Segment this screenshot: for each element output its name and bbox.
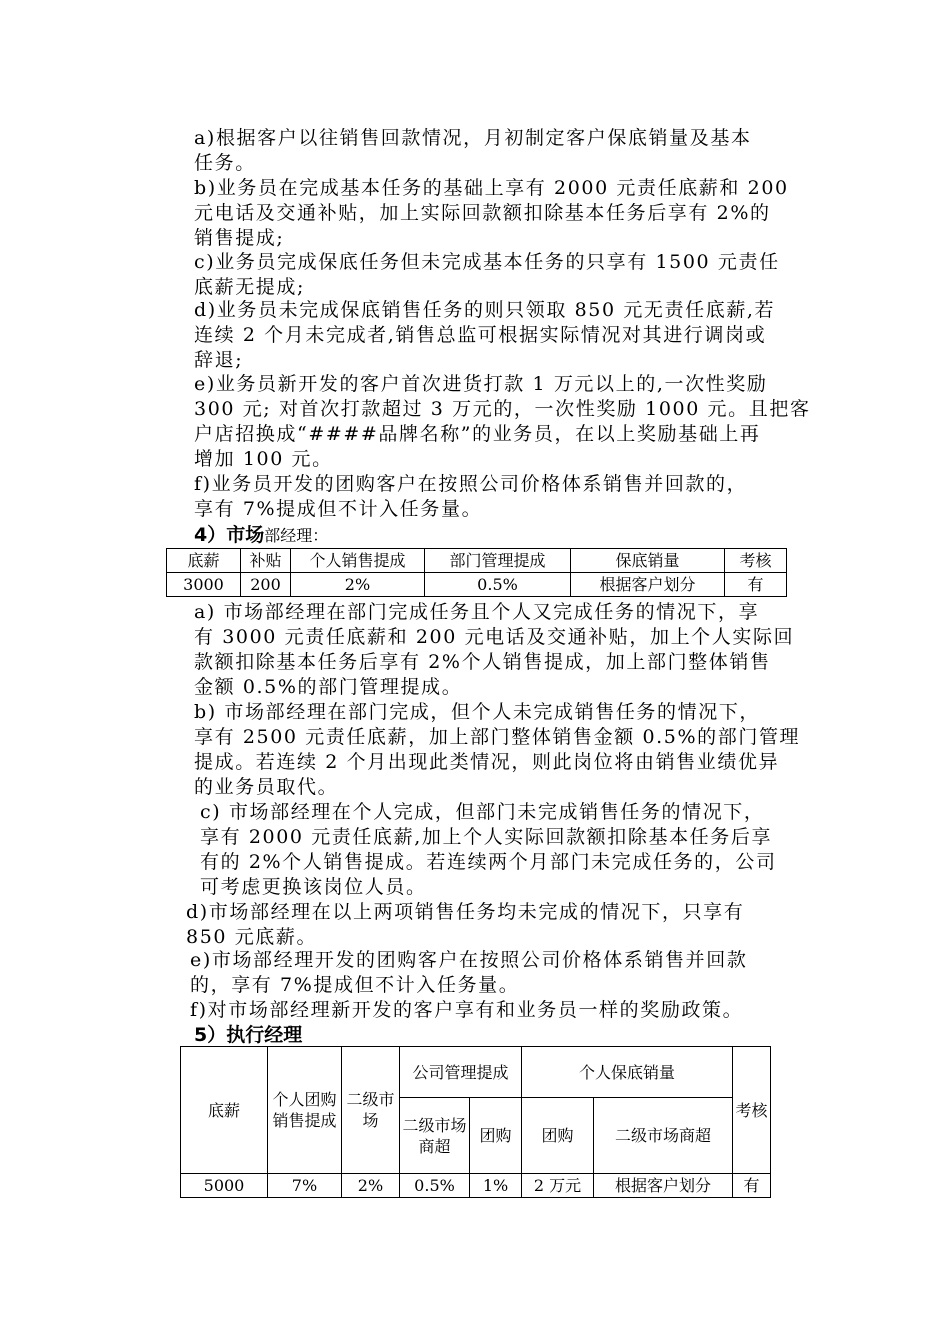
item-3b: b)业务员在完成基本任务的基础上享有 2000 元责任底薪和 200 元电话及交通补贴，加上实际回款额扣除基本任务后享有 2%的 销售提成; [194, 177, 789, 249]
item-4e: e)市场部经理开发的团购客户在按照公司价格体系销售并回款 的，享有 7%提成但不计入任务量。 [190, 949, 748, 996]
item-3a: a)根据客户以往销售回款情况，月初制定客户保底销量及基本 任务。 [194, 127, 752, 174]
subheader-market-supermarket: 二级市场商超 [594, 1098, 733, 1174]
table-cell: 根据客户划分 [594, 1174, 733, 1198]
table-cell: 2% [291, 573, 425, 597]
header-cell: 保底销量 [571, 549, 725, 573]
table-cell: 0.5% [425, 573, 571, 597]
table-cell: 3000 [167, 573, 241, 597]
header-cell: 补贴 [241, 549, 291, 573]
header-min-sales: 个人保底销量 [522, 1047, 733, 1098]
table-cell: 根据客户划分 [571, 573, 725, 597]
table-row [181, 1174, 771, 1198]
item-4b: b) 市场部经理在部门完成，但个人未完成销售任务的情况下， 享有 2500 元责任底薪，加上部门整体销售金额 0.5%的部门管理 提成。若连续 2 个月出现此类情况，则此岗位将由销售业绩优异 的业务员取代。 [194, 701, 801, 798]
table-cell: 有 [725, 573, 787, 597]
item-3e: e)业务员新开发的客户首次进货打款 1 万元以上的,一次性奖励 300 元; 对首次打款超过 3 万元的，一次性奖励 1000 元。且把客 户店招换成“####品牌名称”的业务员，在以上奖励基础上再 增加 100 元。 [194, 373, 811, 470]
header-cell: 考核 [725, 549, 787, 573]
market-manager-table [166, 548, 787, 597]
table-cell: 2% [342, 1174, 400, 1198]
subheader-market-supermarket: 二级市场商超 [400, 1098, 470, 1174]
item-3d: d)业务员未完成保底销售任务的则只领取 850 元无责任底薪,若 连续 2 个月未完成者,销售总监可根据实际情况对其进行调岗或 辞退; [194, 299, 776, 371]
table-cell: 有 [733, 1174, 771, 1198]
table-cell: 0.5% [400, 1174, 470, 1198]
item-4c: c) 市场部经理在个人完成，但部门未完成销售任务的情况下， 享有 2000 元责任底薪,加上个人实际回款额扣除基本任务后享 有的 2%个人销售提成。若连续两个月部门未完成任务的，公司 可考虑更换该岗位人员。 [200, 801, 777, 898]
executive-manager-table [180, 1046, 771, 1198]
table-cell: 1% [470, 1174, 522, 1198]
item-4a: a) 市场部经理在部门完成任务且个人又完成任务的情况下，享 有 3000 元责任底薪和 200 元电话及交通补贴，加上个人实际回 款额扣除基本任务后享有 2%个人销售提成，加上部门整体销售 金额 0.5%的部门管理提成。 [194, 601, 795, 698]
section-5-heading: 5）执行经理 [194, 1024, 303, 1046]
subheader-group-purchase: 团购 [470, 1098, 522, 1174]
header-cell: 部门管理提成 [425, 549, 571, 573]
table-cell: 200 [241, 573, 291, 597]
header-secondary-market: 二级市场 [342, 1047, 400, 1174]
header-management-commission: 公司管理提成 [400, 1047, 522, 1098]
table-header-row [167, 549, 787, 573]
table-cell: 7% [268, 1174, 342, 1198]
subheader-group-purchase: 团购 [522, 1098, 594, 1174]
header-cell: 底薪 [167, 549, 241, 573]
header-cell: 个人销售提成 [291, 549, 425, 573]
header-base-salary: 底薪 [181, 1047, 268, 1174]
header-assessment: 考核 [733, 1047, 771, 1174]
item-3c: c)业务员完成保底任务但未完成基本任务的只享有 1500 元责任 底薪无提成; [194, 251, 780, 298]
table-cell: 2 万元 [522, 1174, 594, 1198]
header-group-commission: 个人团购销售提成 [268, 1047, 342, 1174]
table-row [167, 573, 787, 597]
item-3f: f)业务员开发的团购客户在按照公司价格体系销售并回款的， 享有 7%提成但不计入任务量。 [194, 473, 748, 520]
table-cell: 5000 [181, 1174, 268, 1198]
item-4f: f)对市场部经理新开发的客户享有和业务员一样的奖励政策。 [190, 999, 744, 1021]
table-header-row [181, 1047, 771, 1098]
item-4d: d)市场部经理在以上两项销售任务均未完成的情况下，只享有 850 元底薪。 [186, 901, 745, 948]
section-4-heading: 4）市场部经理： [194, 524, 329, 546]
